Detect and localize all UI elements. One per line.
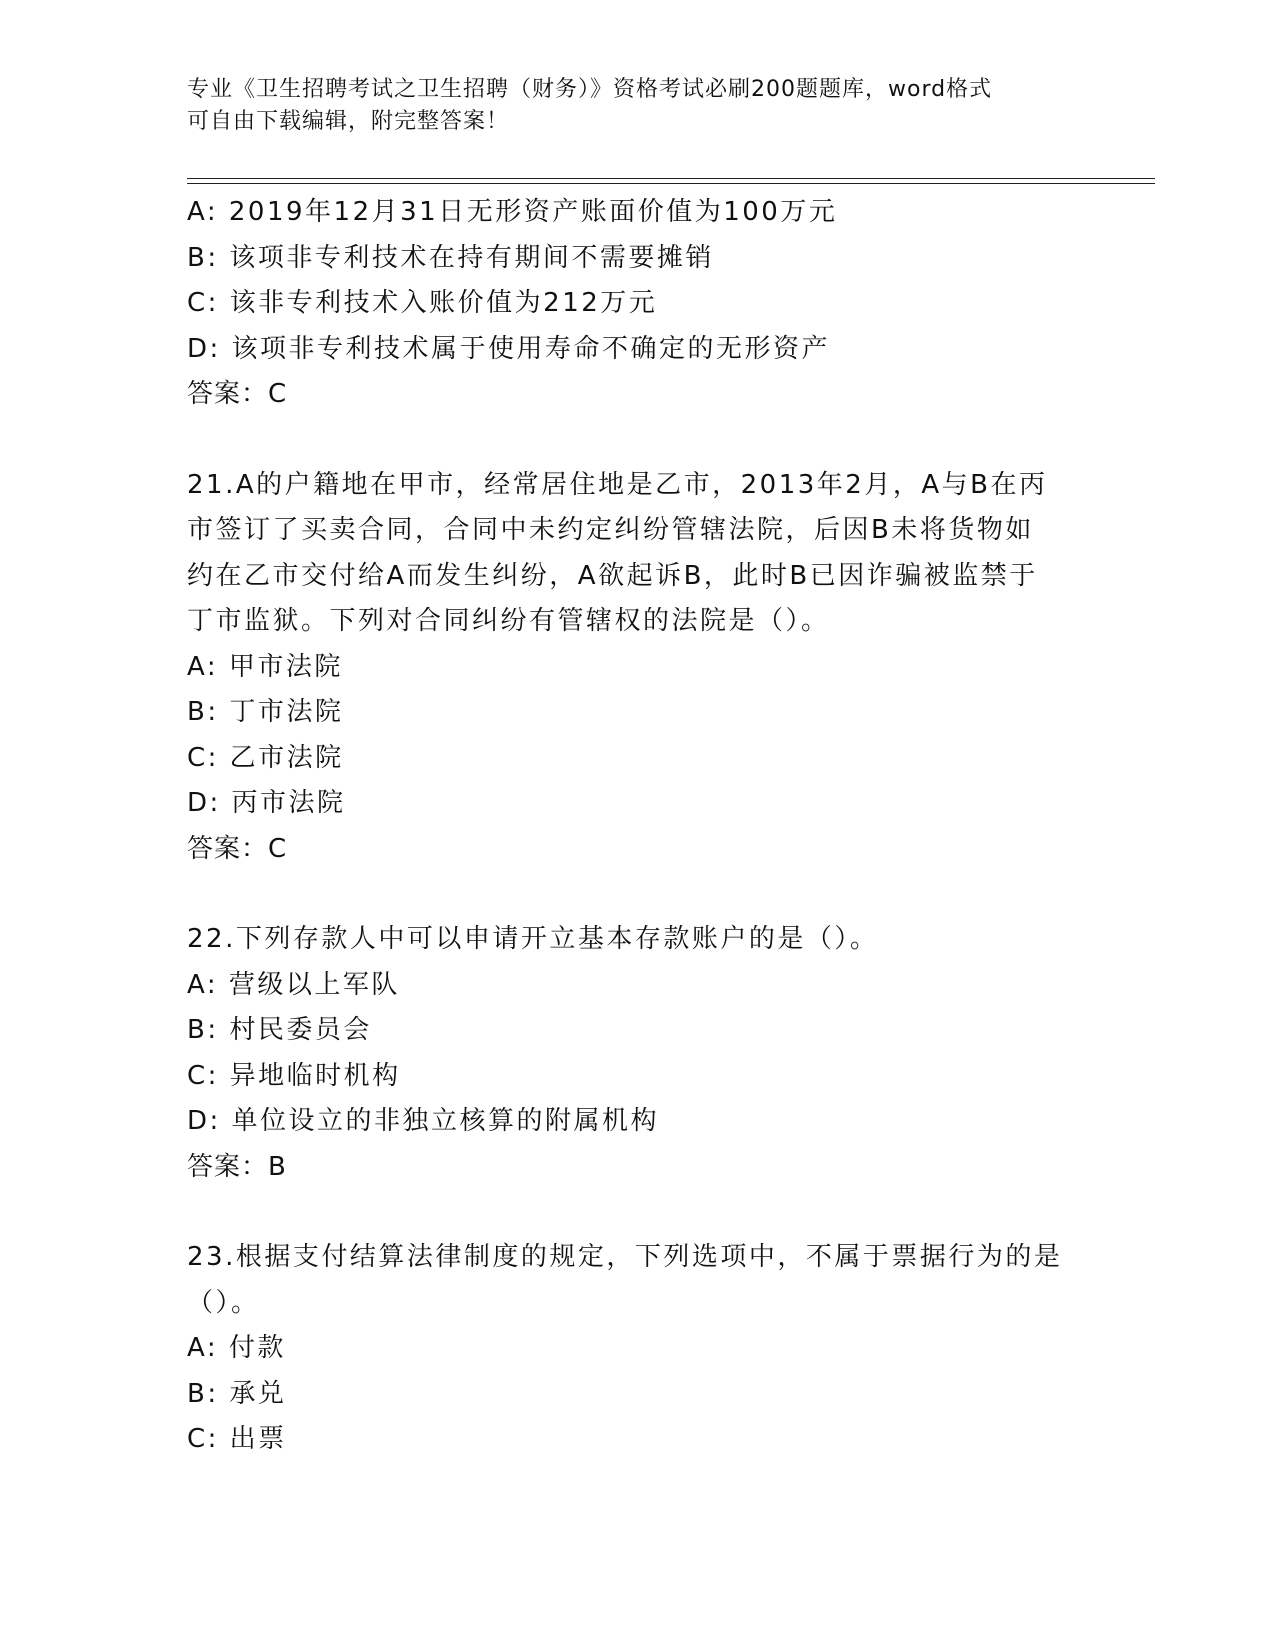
option-c: C: 异地临时机构 [187, 1060, 401, 1091]
option-b: B: 该项非专利技术在持有期间不需要摊销 [187, 242, 714, 273]
question-list [187, 190, 1087, 1463]
header-divider-bottom [187, 183, 1155, 184]
option-c: C: 该非专利技术入账价值为212万元 [187, 288, 658, 318]
option-c: C: 出票 [187, 1424, 287, 1454]
answer-line: 答案：C [187, 833, 288, 864]
header-line-2: 可自由下载编辑，附完整答案！ [187, 109, 510, 134]
header-line-1: 专业《卫生招聘考试之卫生招聘（财务）》资格考试必刷200题题库，word格式 [187, 77, 993, 102]
option-d: D: 该项非专利技术属于使用寿命不确定的无形资产 [187, 333, 831, 364]
option-a: A: 营级以上军队 [187, 969, 400, 1000]
question-block-20 [187, 190, 1087, 418]
question-text-line: 22.下列存款人中可以申请开立基本存款账户的是（）。 [187, 924, 879, 954]
question-block-22 [187, 917, 1087, 1190]
option-a: A: 甲市法院 [187, 651, 343, 682]
option-a: A: 2019年12月31日无形资产账面价值为100万元 [187, 197, 838, 227]
header-divider-top [187, 178, 1155, 179]
option-a: A: 付款 [187, 1333, 286, 1363]
option-c: C: 乙市法院 [187, 742, 344, 773]
option-d: D: 单位设立的非独立核算的附属机构 [187, 1106, 660, 1136]
question-text-line: 21.A的户籍地在甲市，经常居住地是乙市，2013年2月，A与B在丙 [187, 469, 1048, 500]
document-header [187, 74, 1067, 138]
question-text-line: 市签订了买卖合同，合同中未约定纠纷管辖法院，后因B未将货物如 [187, 515, 1034, 545]
question-text-line: 丁市监狱。下列对合同纠纷有管辖权的法院是（）。 [187, 606, 830, 636]
question-block-23 [187, 1235, 1087, 1463]
answer-line: 答案：B [187, 1151, 287, 1182]
question-text-line: 约在乙市交付给A而发生纠纷，A欲起诉B，此时B已因诈骗被监禁于 [187, 560, 1038, 591]
question-text-line: 23.根据支付结算法律制度的规定，下列选项中，不属于票据行为的是 [187, 1242, 1063, 1272]
option-d: D: 丙市法院 [187, 788, 346, 818]
option-b: B: 承兑 [187, 1378, 287, 1409]
option-b: B: 丁市法院 [187, 697, 344, 727]
option-b: B: 村民委员会 [187, 1015, 372, 1045]
question-text-line: （）。 [187, 1287, 260, 1318]
answer-line: 答案：C [187, 379, 288, 409]
question-block-21 [187, 463, 1087, 873]
